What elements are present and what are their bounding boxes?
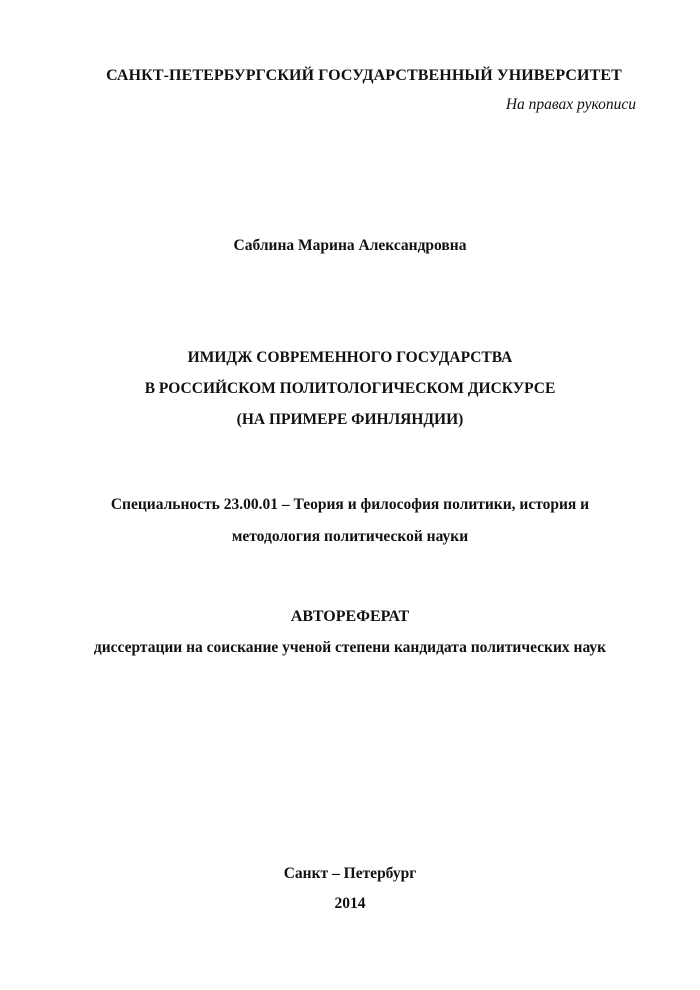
publication-year: 2014 bbox=[334, 895, 366, 912]
city-name: Санкт – Петербург bbox=[283, 865, 417, 882]
dissertation-title-line: ИМИДЖ СОВРЕМЕННОГО ГОСУДАРСТВА bbox=[187, 349, 513, 366]
university-name: САНКТ-ПЕТЕРБУРГСКИЙ ГОСУДАРСТВЕННЫЙ УНИВЕРСИТЕТ bbox=[106, 67, 622, 84]
author-name: Саблина Марина Александровна bbox=[233, 237, 467, 254]
specialty-line: Специальность 23.00.01 – Теория и философия политики, история и bbox=[110, 496, 590, 513]
manuscript-note: На правах рукописи bbox=[505, 96, 636, 113]
specialty-line: методология политической науки bbox=[231, 528, 469, 545]
dissertation-title-line: (НА ПРИМЕРЕ ФИНЛЯНДИИ) bbox=[236, 411, 464, 428]
document-type-label: АВТОРЕФЕРАТ bbox=[290, 608, 410, 625]
dissertation-title-line: В РОССИЙСКОМ ПОЛИТОЛОГИЧЕСКОМ ДИСКУРСЕ bbox=[144, 380, 556, 397]
document-type-description: диссертации на соискание ученой степени кандидата политических наук bbox=[93, 639, 607, 656]
